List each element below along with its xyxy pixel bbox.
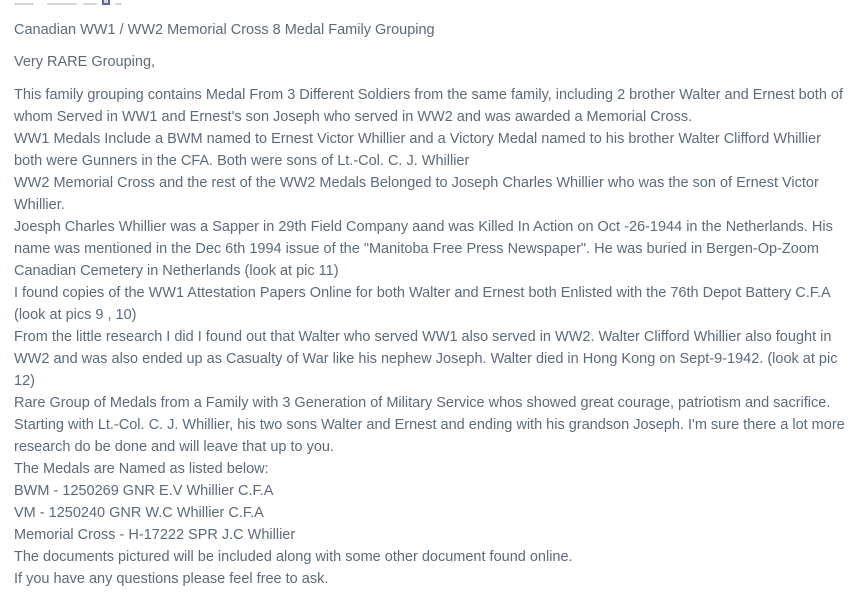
description-body <box>14 84 848 590</box>
description-medals-list-header: The Medals are Named as listed below: <box>14 461 269 477</box>
medal-naming-vm: VM - 1250240 GNR W.C Whillier C.F.A <box>14 505 264 521</box>
description-paragraph: Rare Group of Medals from a Family with 3 Generation of Military Service whos showed great courage, patriotism and sacrifice. Starting with Lt.-Col. C. J. Whillier, his two sons Walter and Ernest and ending with his grandson Joseph. I'm sure there a lot more research do be done and will leave that up to you. <box>14 395 845 455</box>
description-paragraph: From the little research I did I found out that Walter who served WW1 also served in WW2. Walter Clifford Whillier also fought in WW2 and was also ended up as Casualty of War like his nephew Joseph. Walter died in Hong Kong on Sept-9-1942. (look at pic 12) <box>14 329 838 389</box>
listing-title: Canadian WW1 / WW2 Memorial Cross 8 Medal Family Grouping <box>14 22 435 38</box>
description-paragraph: I found copies of the WW1 Attestation Papers Online for both Walter and Ernest both Enlisted with the 76th Depot Battery C.F.A (look at pics 9 , 10) <box>14 285 830 323</box>
medal-naming-memorial-cross: Memorial Cross - H-17222 SPR J.C Whillier <box>14 527 296 543</box>
clipped-text-fragment <box>14 3 34 5</box>
description-paragraph: WW1 Medals Include a BWM named to Ernest Victor Whillier and a Victory Medal named to his brother Walter Clifford Whillier both were Gunners in the CFA. Both were sons of Lt.-Col. C. J. Whillier <box>14 131 821 169</box>
medal-naming-bwm: BWM - 1250269 GNR E.V Whillier C.F.A <box>14 483 274 499</box>
description-paragraph: WW2 Memorial Cross and the rest of the WW2 Medals Belonged to Joseph Charles Whillier who was the son of Ernest Victor Whillier. <box>14 175 819 213</box>
clipped-text-fragment <box>115 3 122 5</box>
listing-subtitle: Very RARE Grouping, <box>14 54 156 70</box>
clipped-line-remnant <box>14 0 848 6</box>
clipped-unknown-icon <box>102 0 110 5</box>
description-paragraph: Joesph Charles Whillier was a Sapper in 29th Field Company aand was Killed In Action on Oct -26-1944 in the Netherlands. His name was mentioned in the Dec 6th 1994 issue of the "Manitoba Free Press Newspaper". He was buried in Bergen-Op-Zoom Canadian Cemetery in Netherlands (look at pic 11) <box>14 219 833 279</box>
description-paragraph: This family grouping contains Medal From 3 Different Soldiers from the same family, including 2 brother Walter and Ernest both of whom Served in WW1 and Ernest's son Joseph who served in WW2 and was awarded a Memorial Cross. <box>14 87 844 125</box>
description-paragraph: If you have any questions please feel free to ask. <box>14 571 329 587</box>
clipped-text-fragment <box>47 3 77 5</box>
description-paragraph: The documents pictured will be included along with some other document found online. <box>14 549 573 565</box>
clipped-text-fragment <box>83 3 97 5</box>
